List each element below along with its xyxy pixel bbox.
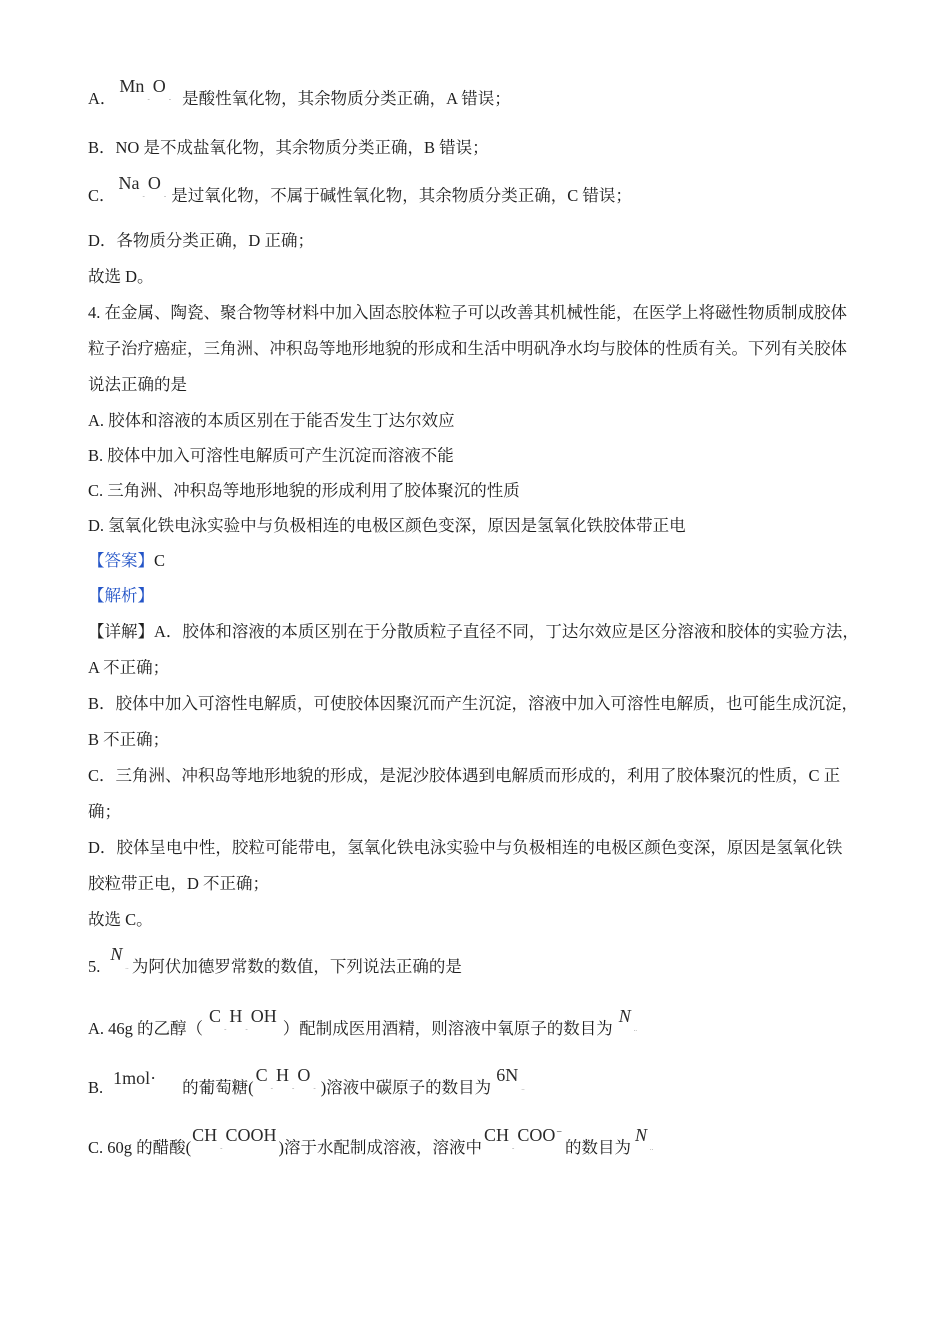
formula-part: O [147,173,161,193]
chem-ion [484,1125,563,1152]
formula-subscript: - [512,1144,515,1152]
ion-charge: − [556,1127,563,1138]
q4-detail-line: 【详解】A．胶体和溶液的本质区别在于分散质粒子直径不同，丁达尔效应是区分溶液和胶体的实验方法， [88,622,859,641]
q3-analysis-option-c [88,173,632,210]
concentration-unit: 1mol· [113,1068,157,1088]
formula-subscript: - [292,1084,295,1092]
q4-option-a: A. 胶体和溶液的本质区别在于能否发生丁达尔效应 [88,411,455,430]
option-text: 的数目为 [565,1138,632,1157]
formula-part: CH [484,1125,510,1145]
avogadro-symbol [635,1125,657,1152]
formula-part: C [255,1065,268,1085]
q4-detail-line: A 不正确； [88,658,170,677]
carbon-count-value [496,1065,528,1092]
formula-subscript: - [163,192,167,200]
chem-formula [118,173,170,200]
formula-part: H [229,1006,243,1026]
q4-detail-line: 胶粒带正电，D 不正确； [88,874,270,893]
q5-option-c [88,1125,657,1162]
q4-answer [88,550,165,572]
q4-detail-line: D．胶体呈电中性，胶粒可能带电，氢氧化铁电泳实验中与负极相连的电极区颜色变深，原因是氢氧化铁 [88,838,843,857]
formula-subscript: .. [633,1025,638,1033]
q4-option-d: D. 氢氧化铁电泳实验中与负极相连的电极区颜色变深，原因是氢氧化铁胶体带正电 [88,516,686,535]
stem-text: 为阿伏加德罗常数的数值，下列说法正确的是 [131,957,462,976]
formula-subscript: - [245,1025,248,1033]
option-text: )溶液中碳原子的数目为 [320,1078,492,1097]
chem-formula [192,1125,277,1152]
chem-formula [119,76,174,103]
option-text: 是酸性氧化物，其余物质分类正确，A 错误； [182,89,511,108]
chem-formula [255,1065,319,1092]
q3-analysis-option-d: D．各物质分类正确，D 正确； [88,231,314,250]
q4-detail-line: B．胶体中加入可溶性电解质，可使胶体因聚沉而产生沉淀，溶液中加入可溶性电解质，也可能生成沉淀， [88,694,859,713]
formula-subscript: - [147,95,150,103]
formula-part: H [276,1065,289,1085]
option-label: C． [88,186,116,205]
formula-part: C [209,1006,222,1026]
chem-formula [209,1006,277,1033]
formula-part: 6N [496,1065,519,1085]
avogadro-symbol [618,1006,641,1033]
q4-option-c: C. 三角洲、冲积岛等地形地貌的形成利用了胶体聚沉的性质 [88,481,520,500]
q4-stem-line: 说法正确的是 [88,375,187,394]
q4-detail-line: 确； [88,802,121,821]
formula-part: CH [192,1125,218,1145]
q3-analysis-option-b: B．NO 是不成盐氧化物，其余物质分类正确，B 错误； [88,138,489,157]
formula-part: OH [250,1006,277,1026]
answer-value: C [154,551,166,570]
formula-subscript: - [220,1144,223,1152]
q4-analysis-tag: 【解析】 [88,586,154,605]
option-text: 是过氧化物，不属于碱性氧化物，其余物质分类正确，C 错误； [171,186,632,205]
option-text: 的葡萄糖( [182,1078,254,1097]
q4-stem-line: 粒子治疗癌症，三角洲、冲积岛等地形地貌的形成和生活中明矾净水均与胶体的性质有关。下列有关胶体 [88,339,847,358]
formula-subscript: - [168,95,172,103]
formula-part: Na [118,173,140,193]
q4-stem-line: 4. 在金属、陶瓷、聚合物等材料中加入固态胶体粒子可以改善其机械性能，在医学上将磁性物质制成胶体 [88,303,847,322]
q5-option-b [88,1065,528,1102]
q4-option-b: B. 胶体中加入可溶性电解质可产生沉淀而溶液不能 [88,446,454,465]
q4-conclusion: 故选 C。 [88,910,153,929]
formula-part: O [297,1065,311,1085]
formula-part: N [110,944,123,964]
q5-stem [88,944,462,981]
q3-analysis-option-a [88,76,511,113]
formula-subscript: - [313,1084,316,1092]
formula-part: Mn [119,76,145,96]
formula-subscript: - [224,1025,227,1033]
formula-subscript: - [270,1084,273,1092]
formula-part: N [618,1006,631,1026]
option-label: A． [88,89,117,108]
avogadro-symbol [110,944,132,971]
formula-subscript: .. [650,1144,654,1152]
formula-subscript: - [142,192,145,200]
option-label: B. [88,1078,104,1097]
formula-subscript: .. [521,1084,525,1092]
formula-part: N [635,1125,648,1145]
formula-part: COO [517,1125,556,1145]
formula-subscript: .. [125,963,129,971]
q4-detail-line: B 不正确； [88,730,170,749]
formula-part: O [152,76,166,96]
q3-conclusion: 故选 D。 [88,267,154,286]
question-number: 5. [88,957,101,976]
q5-option-a [88,1006,640,1043]
option-text: ）配制成医用酒精，则溶液中氧原子的数目为 [282,1019,613,1038]
q4-detail-line: C．三角洲、冲积岛等地形地貌的形成，是泥沙胶体遇到电解质而形成的，利用了胶体聚沉的性质，C 正 [88,766,841,785]
option-text: C. 60g 的醋酸( [88,1138,192,1157]
option-text: )溶于水配制成溶液，溶液中 [278,1138,482,1157]
answer-tag: 【答案】 [88,551,154,570]
formula-part: COOH [225,1125,277,1145]
option-text: A. 46g 的乙醇（ [88,1019,204,1038]
